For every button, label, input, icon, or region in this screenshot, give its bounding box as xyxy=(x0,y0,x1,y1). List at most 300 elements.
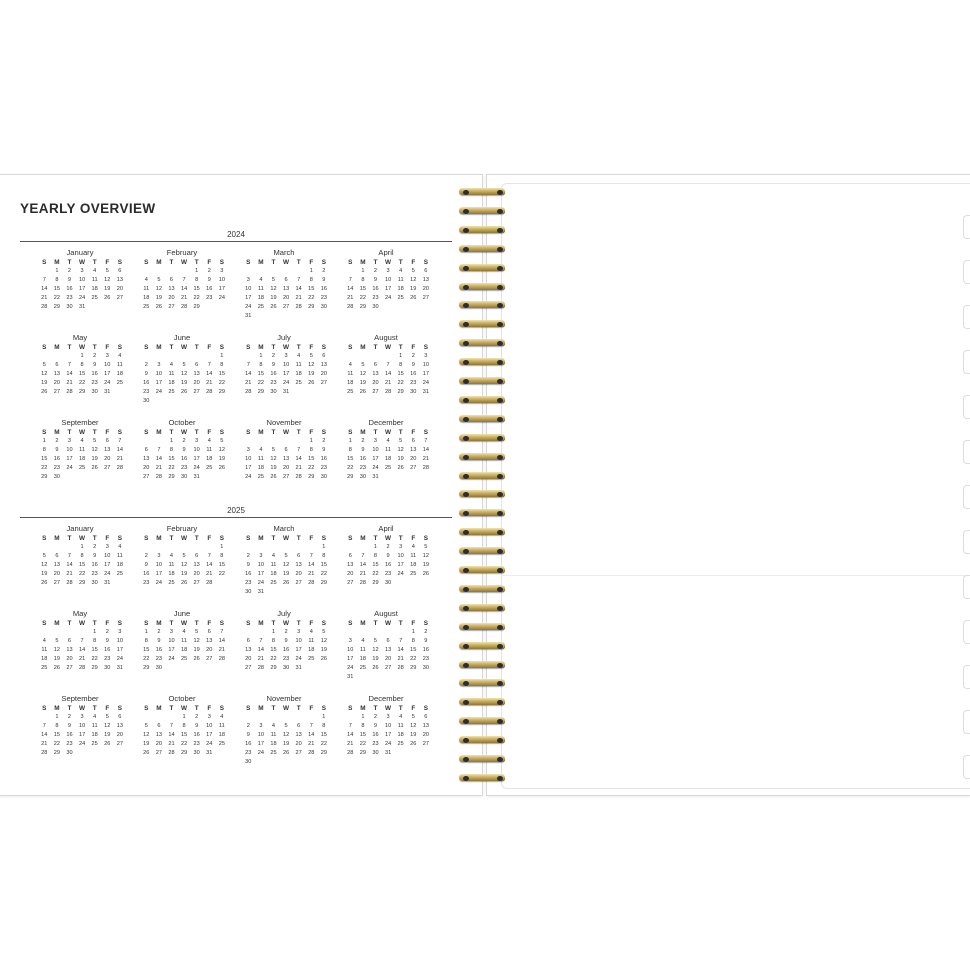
day-number: 25 xyxy=(168,389,175,395)
weekday-header-row xyxy=(140,428,242,437)
month-name: March xyxy=(273,248,295,257)
year-divider xyxy=(20,517,452,518)
day-number: 27 xyxy=(193,389,200,395)
day-number xyxy=(255,312,268,321)
weekday-label: S xyxy=(423,535,428,542)
week-row xyxy=(344,722,446,731)
day-number: 29 xyxy=(308,474,315,480)
month-calendar xyxy=(344,418,446,503)
day-number: 12 xyxy=(155,286,162,292)
weekday-label: F xyxy=(207,429,212,436)
week-row xyxy=(242,646,344,655)
day-number: 26 xyxy=(282,750,290,756)
day-number: 13 xyxy=(143,456,150,462)
day-number: 30 xyxy=(372,304,379,310)
day-number: 28 xyxy=(257,665,264,671)
day-number: 4 xyxy=(80,438,84,444)
day-number: 15 xyxy=(320,562,327,568)
day-number: 30 xyxy=(245,589,252,595)
day-number xyxy=(165,352,178,361)
day-number xyxy=(242,713,255,722)
day-number: 27 xyxy=(384,665,392,671)
weekday-label: S xyxy=(348,429,353,436)
day-number: 14 xyxy=(66,562,73,568)
day-number: 5 xyxy=(411,714,415,720)
week-row xyxy=(38,749,140,758)
day-number: 19 xyxy=(422,562,429,568)
day-number: 24 xyxy=(295,656,302,662)
weekday-label: S xyxy=(321,705,326,712)
day-number: 17 xyxy=(422,371,429,377)
day-number: 8 xyxy=(93,638,97,644)
day-number: 6 xyxy=(411,438,415,444)
day-number: 20 xyxy=(372,380,379,386)
day-number: 20 xyxy=(410,456,417,462)
day-number: 9 xyxy=(246,732,250,738)
day-number: 25 xyxy=(218,741,225,747)
day-number: 27 xyxy=(104,465,111,471)
weekday-label: T xyxy=(373,344,378,351)
month-name: May xyxy=(72,609,88,618)
day-number: 29 xyxy=(218,389,225,395)
day-number: 23 xyxy=(193,741,200,747)
day-number: 22 xyxy=(270,656,277,662)
day-number xyxy=(165,543,178,552)
week-row xyxy=(344,276,446,285)
day-number: 18 xyxy=(41,656,48,662)
day-number: 8 xyxy=(80,553,84,559)
day-number: 17 xyxy=(168,647,175,653)
day-number: 3 xyxy=(80,268,84,274)
day-number: 10 xyxy=(155,371,162,377)
day-number: 27 xyxy=(245,665,252,671)
week-row xyxy=(344,267,446,276)
day-number: 15 xyxy=(193,286,200,292)
spiral-ring xyxy=(459,604,507,613)
day-number: 4 xyxy=(118,544,122,550)
day-number: 20 xyxy=(422,286,429,292)
day-number: 3 xyxy=(105,353,109,359)
day-number: 16 xyxy=(372,286,379,292)
day-number: 10 xyxy=(193,447,200,453)
day-number: 9 xyxy=(322,277,326,283)
day-number: 13 xyxy=(206,638,213,644)
weekday-label: T xyxy=(296,344,301,351)
weekday-label: S xyxy=(321,259,326,266)
day-number: 16 xyxy=(372,732,379,738)
week-row xyxy=(140,446,242,455)
month-calendar xyxy=(242,609,344,694)
day-number: 27 xyxy=(372,389,379,395)
day-number: 21 xyxy=(78,656,86,662)
weekday-label: S xyxy=(144,344,149,351)
day-number: 1 xyxy=(80,544,84,550)
week-row xyxy=(344,637,446,646)
day-number: 3 xyxy=(67,438,72,444)
months-grid xyxy=(38,248,452,503)
day-number: 25 xyxy=(347,389,354,395)
day-number: 11 xyxy=(168,562,175,568)
day-number xyxy=(140,713,153,722)
month-calendar xyxy=(242,248,344,333)
day-number xyxy=(114,473,127,482)
day-number: 3 xyxy=(284,353,288,359)
day-number: 8 xyxy=(55,723,59,729)
year-block-2024 xyxy=(20,230,452,503)
day-number xyxy=(63,543,76,552)
spiral-ring xyxy=(459,188,507,197)
month-calendar xyxy=(242,418,344,503)
weekday-label: S xyxy=(219,429,224,436)
day-number: 21 xyxy=(155,465,162,471)
day-number: 10 xyxy=(372,447,379,453)
spiral-ring xyxy=(459,226,507,235)
day-number: 31 xyxy=(282,389,290,395)
day-number: 16 xyxy=(245,741,252,747)
day-number: 2 xyxy=(144,362,148,368)
week-row xyxy=(140,294,242,303)
day-number xyxy=(292,588,305,597)
weekday-label: W xyxy=(283,705,290,712)
week-row xyxy=(344,370,446,379)
weekday-label: W xyxy=(181,705,188,712)
day-number: 12 xyxy=(270,286,277,292)
day-number: 20 xyxy=(116,286,123,292)
weekday-label: T xyxy=(92,620,97,627)
day-number: 21 xyxy=(257,656,264,662)
spiral-ring xyxy=(459,377,507,386)
day-number: 20 xyxy=(320,371,327,377)
day-number: 26 xyxy=(422,571,429,577)
day-number xyxy=(76,473,89,482)
day-number: 9 xyxy=(322,447,326,453)
day-number: 2 xyxy=(322,438,326,444)
day-number: 24 xyxy=(384,741,392,747)
day-number: 1 xyxy=(309,268,313,274)
weekday-label: T xyxy=(373,259,378,266)
day-number xyxy=(203,352,216,361)
day-number: 15 xyxy=(347,456,354,462)
day-number xyxy=(305,664,318,673)
week-row xyxy=(38,664,140,673)
day-number: 26 xyxy=(308,380,315,386)
month-name: November xyxy=(266,694,302,703)
day-number: 16 xyxy=(53,456,60,462)
weekday-label: F xyxy=(411,344,416,351)
day-number xyxy=(344,352,357,361)
day-number: 19 xyxy=(91,456,98,462)
day-number: 31 xyxy=(422,389,429,395)
day-number: 27 xyxy=(422,741,429,747)
week-row xyxy=(344,673,446,682)
day-number xyxy=(216,664,229,673)
day-number: 25 xyxy=(270,580,277,586)
weekday-label: W xyxy=(79,429,86,436)
week-row xyxy=(242,722,344,731)
day-number: 27 xyxy=(143,474,150,480)
day-number: 25 xyxy=(384,465,392,471)
day-number xyxy=(292,312,305,321)
day-number: 4 xyxy=(259,447,263,453)
day-number: 23 xyxy=(372,741,379,747)
weekday-label: M xyxy=(360,429,366,436)
week-row xyxy=(242,552,344,561)
day-number: 21 xyxy=(347,295,354,301)
day-number: 3 xyxy=(399,544,403,550)
day-number xyxy=(190,543,203,552)
page-tab-edge xyxy=(963,575,970,599)
day-number xyxy=(76,628,89,637)
weekday-label: S xyxy=(144,705,149,712)
day-number xyxy=(318,758,331,767)
week-row xyxy=(140,646,242,655)
day-number: 12 xyxy=(143,732,150,738)
day-number: 11 xyxy=(91,277,98,283)
day-number: 25 xyxy=(397,741,404,747)
spiral-ring xyxy=(459,698,507,707)
day-number: 25 xyxy=(295,380,302,386)
day-number: 25 xyxy=(270,750,277,756)
day-number: 31 xyxy=(206,750,213,756)
weekday-label: T xyxy=(169,429,174,436)
day-number: 26 xyxy=(218,465,225,471)
week-row xyxy=(344,303,446,312)
month-calendar xyxy=(140,418,242,503)
day-number: 3 xyxy=(259,553,263,559)
weekday-label: S xyxy=(117,429,122,436)
weekday-label: S xyxy=(246,620,251,627)
day-number: 29 xyxy=(320,580,327,586)
day-number: 23 xyxy=(245,750,252,756)
day-number: 5 xyxy=(411,268,415,274)
weekday-label: M xyxy=(54,259,60,266)
day-number: 12 xyxy=(270,456,277,462)
day-number: 20 xyxy=(193,571,200,577)
day-number: 10 xyxy=(206,723,213,729)
week-row xyxy=(242,464,344,473)
day-number: 29 xyxy=(359,304,366,310)
day-number: 17 xyxy=(155,571,162,577)
day-number xyxy=(344,267,357,276)
day-number: 18 xyxy=(257,465,264,471)
day-number: 11 xyxy=(257,456,264,462)
day-number: 15 xyxy=(218,371,225,377)
day-number: 7 xyxy=(169,723,174,729)
week-row xyxy=(140,749,242,758)
spiral-ring xyxy=(459,301,507,310)
day-number: 11 xyxy=(79,447,85,453)
week-row xyxy=(38,740,140,749)
day-number: 11 xyxy=(295,362,302,368)
weekday-label: S xyxy=(321,535,326,542)
month-name: March xyxy=(273,524,295,533)
week-row xyxy=(344,285,446,294)
day-number: 11 xyxy=(270,732,277,738)
day-number: 2 xyxy=(424,629,428,635)
day-number: 18 xyxy=(218,732,225,738)
week-row xyxy=(140,267,242,276)
day-number: 23 xyxy=(359,465,366,471)
week-row xyxy=(140,655,242,664)
spiral-ring xyxy=(459,528,507,537)
week-row xyxy=(242,758,344,767)
day-number: 24 xyxy=(78,741,86,747)
day-number: 8 xyxy=(259,362,263,368)
day-number: 18 xyxy=(410,562,417,568)
day-number: 17 xyxy=(257,571,264,577)
day-number: 31 xyxy=(372,474,379,480)
weekday-header-row xyxy=(140,619,242,628)
day-number: 8 xyxy=(169,447,174,453)
day-number: 8 xyxy=(55,277,59,283)
day-number: 26 xyxy=(180,580,188,586)
week-row xyxy=(242,731,344,740)
spiral-ring xyxy=(459,264,507,273)
day-number xyxy=(153,397,166,406)
weekday-label: S xyxy=(246,344,251,351)
weekday-header-row xyxy=(38,704,140,713)
day-number: 29 xyxy=(168,474,175,480)
weekday-label: T xyxy=(271,705,276,712)
day-number xyxy=(267,267,280,276)
day-number xyxy=(280,713,293,722)
day-number xyxy=(292,713,305,722)
day-number: 19 xyxy=(308,371,315,377)
day-number: 17 xyxy=(116,647,123,653)
day-number: 1 xyxy=(309,438,313,444)
day-number: 26 xyxy=(193,656,200,662)
day-number: 26 xyxy=(143,750,150,756)
day-number: 12 xyxy=(397,447,404,453)
day-number xyxy=(280,543,293,552)
day-number: 14 xyxy=(347,286,354,292)
week-row xyxy=(140,740,242,749)
weekday-header-row xyxy=(344,619,446,628)
weekday-header-row xyxy=(242,343,344,352)
year-block-2025 xyxy=(20,506,452,779)
week-row xyxy=(344,731,446,740)
weekday-label: W xyxy=(283,429,290,436)
month-calendar xyxy=(140,524,242,609)
day-number: 1 xyxy=(348,438,352,444)
day-number: 22 xyxy=(193,295,200,301)
weekday-label: F xyxy=(411,535,416,542)
day-number: 9 xyxy=(105,638,109,644)
day-number xyxy=(38,543,51,552)
page-tab-edge xyxy=(963,260,970,284)
week-row xyxy=(140,455,242,464)
day-number xyxy=(38,352,51,361)
day-number xyxy=(76,749,89,758)
weekday-label: M xyxy=(258,535,264,542)
week-row xyxy=(38,722,140,731)
spiral-binding xyxy=(459,182,509,792)
weekday-label: W xyxy=(385,429,392,436)
day-number xyxy=(305,543,318,552)
day-number: 9 xyxy=(93,362,97,368)
day-number: 21 xyxy=(180,295,188,301)
day-number: 15 xyxy=(359,286,366,292)
day-number: 11 xyxy=(116,553,123,559)
weekday-label: F xyxy=(309,344,314,351)
weekday-label: M xyxy=(156,344,162,351)
weekday-label: W xyxy=(79,259,86,266)
month-calendar xyxy=(242,524,344,609)
day-number: 12 xyxy=(282,732,290,738)
day-number: 5 xyxy=(322,629,326,635)
day-number: 29 xyxy=(308,304,315,310)
day-number: 19 xyxy=(180,571,188,577)
day-number: 10 xyxy=(397,553,404,559)
weekday-label: W xyxy=(385,344,392,351)
week-row xyxy=(344,579,446,588)
day-number: 14 xyxy=(359,562,366,568)
day-number: 25 xyxy=(116,571,123,577)
week-row xyxy=(242,740,344,749)
weekday-label: F xyxy=(309,705,314,712)
day-number xyxy=(178,543,191,552)
day-number: 1 xyxy=(220,544,224,550)
day-number: 28 xyxy=(41,304,48,310)
page-tab-edge xyxy=(963,530,970,554)
page-tab-edge xyxy=(963,305,970,329)
day-number: 30 xyxy=(282,665,290,671)
week-row xyxy=(242,267,344,276)
day-number: 17 xyxy=(155,380,162,386)
day-number: 3 xyxy=(348,638,352,644)
day-number xyxy=(305,312,318,321)
day-number xyxy=(242,628,255,637)
month-name: April xyxy=(378,524,394,533)
day-number: 21 xyxy=(218,647,225,653)
day-number: 30 xyxy=(91,580,98,586)
day-number: 14 xyxy=(41,286,48,292)
day-number: 15 xyxy=(41,456,48,462)
day-number: 13 xyxy=(53,562,60,568)
month-name: September xyxy=(61,418,99,427)
day-number: 11 xyxy=(116,362,123,368)
day-number: 27 xyxy=(116,741,123,747)
day-number xyxy=(382,352,395,361)
day-number: 13 xyxy=(116,723,123,729)
day-number: 18 xyxy=(143,295,150,301)
day-number: 19 xyxy=(143,741,150,747)
day-number: 4 xyxy=(399,268,403,274)
day-number: 3 xyxy=(246,277,250,283)
day-number: 30 xyxy=(422,665,429,671)
day-number: 3 xyxy=(195,438,199,444)
day-number: 16 xyxy=(66,732,73,738)
day-number: 25 xyxy=(397,295,404,301)
day-number: 9 xyxy=(386,553,390,559)
day-number: 7 xyxy=(42,277,46,283)
week-row xyxy=(140,561,242,570)
month-name: July xyxy=(277,333,291,342)
day-number: 20 xyxy=(245,656,252,662)
day-number: 15 xyxy=(218,562,225,568)
week-row xyxy=(242,561,344,570)
day-number: 19 xyxy=(270,465,277,471)
week-row xyxy=(140,388,242,397)
day-number: 30 xyxy=(104,665,111,671)
day-number xyxy=(190,664,203,673)
month-calendar xyxy=(140,248,242,333)
day-number xyxy=(292,388,305,397)
day-number: 2 xyxy=(411,353,415,359)
page-tab-edge xyxy=(963,755,970,779)
day-number: 30 xyxy=(372,750,379,756)
day-number xyxy=(357,352,370,361)
